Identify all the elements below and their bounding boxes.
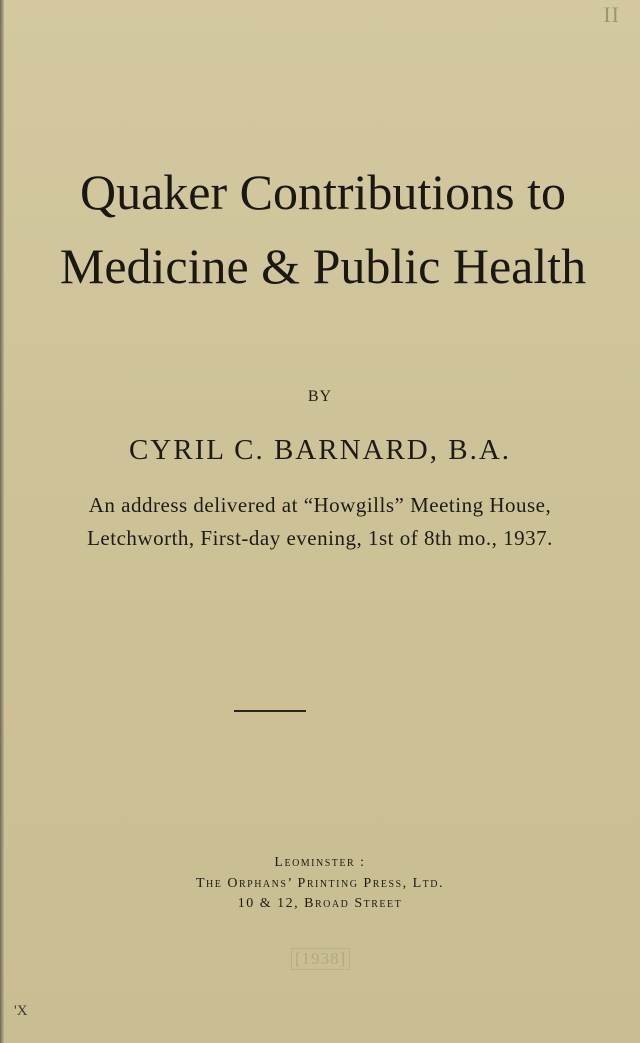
date-stamp: [1938]	[291, 948, 350, 970]
title-line-2: Medicine & Public Health	[59, 238, 587, 294]
corner-mark: II	[603, 2, 620, 27]
foot-mark: 'X	[14, 1003, 28, 1019]
byline: BY	[307, 388, 333, 405]
address-line-2: Letchworth, First-day evening, 1st of 8th mo., 1937.	[87, 526, 553, 550]
title-line-1: Quaker Contributions to	[79, 164, 567, 220]
address-line-1: An address delivered at “Howgills” Meeting House,	[88, 493, 552, 517]
imprint-publisher: The Orphans’ Printing Press, Ltd.	[195, 876, 445, 891]
divider-rule	[234, 710, 306, 712]
imprint-place: Leominster :	[274, 855, 366, 870]
imprint-street: 10 & 12, Broad Street	[237, 896, 403, 911]
author-name: CYRIL C. BARNARD, B.A.	[128, 434, 512, 466]
